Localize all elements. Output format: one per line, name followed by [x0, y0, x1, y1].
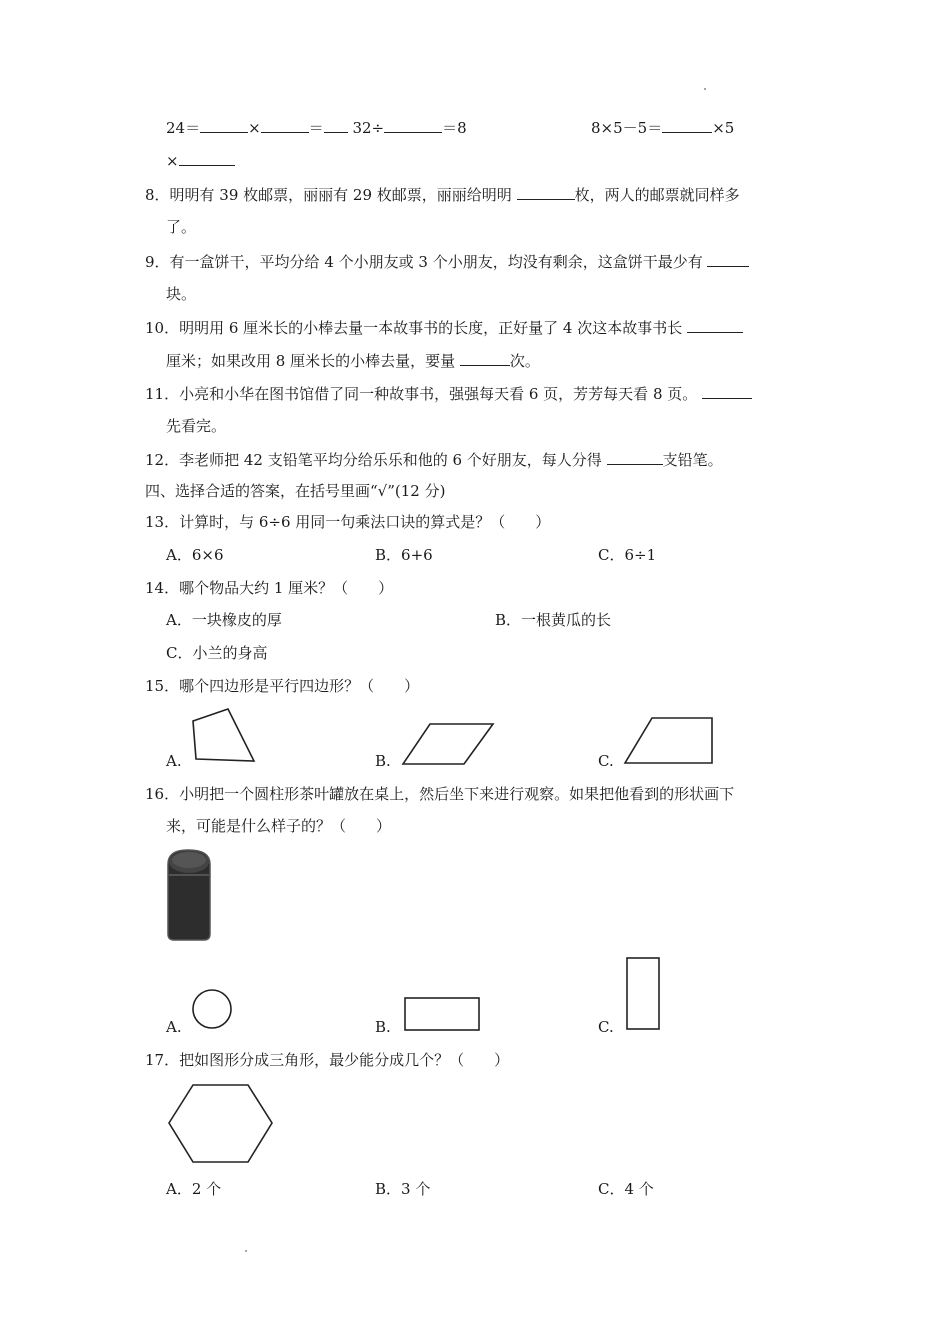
q16-figure-a-circle [190, 988, 236, 1032]
q9-text: 9．有一盒饼干，平均分给 4 个小朋友或 3 个小朋友，均没有剩余，这盒饼干最少有 [145, 253, 708, 271]
q13-option-c[interactable]: C．6÷1 [598, 546, 657, 564]
q7-eq1-times: × [248, 119, 261, 137]
q7-eq1-text-c: ＝8 [442, 119, 467, 137]
q11-line2: 先看完。 [166, 417, 227, 435]
q13-stem: 13．计算时，与 6÷6 用同一句乘法口诀的算式是？（ ） [145, 513, 551, 531]
answer-blank[interactable] [261, 116, 309, 133]
q10-text-b: 次。 [509, 352, 540, 370]
q17-option-a[interactable]: A．2 个 [166, 1180, 222, 1198]
q7-equation-3 [166, 149, 235, 172]
q15-figure-a-quadrilateral [190, 705, 260, 765]
answer-blank[interactable] [200, 116, 248, 133]
q9-line1 [145, 250, 749, 273]
q16-figure-b-rectangle [402, 996, 482, 1034]
q15-figure-c-trapezoid [622, 715, 718, 767]
q7-equation-1 [166, 116, 467, 139]
q15-option-b[interactable]: B. [375, 752, 391, 770]
q16-option-a[interactable]: A. [166, 1018, 182, 1036]
q8-line2: 了。 [166, 218, 197, 236]
q7-eq2-text-b: ×5 [712, 119, 735, 137]
tea-canister-photo [164, 848, 216, 944]
q13-option-a[interactable]: A．6×6 [166, 546, 224, 564]
answer-blank[interactable] [460, 349, 510, 366]
q10-line1 [145, 316, 743, 339]
q16-option-c[interactable]: C. [598, 1018, 614, 1036]
q7-eq2-text-a: 8×5－5＝ [591, 119, 663, 137]
q13-option-b[interactable]: B．6+6 [375, 546, 433, 564]
answer-blank[interactable] [384, 116, 442, 133]
q11-line1 [145, 382, 752, 405]
q16-line1: 16．小明把一个圆柱形茶叶罐放在桌上，然后坐下来进行观察。如果把他看到的形状画下 [145, 785, 735, 803]
q17-option-c[interactable]: C．4 个 [598, 1180, 654, 1198]
answer-blank[interactable] [607, 448, 663, 465]
q12-line1 [145, 448, 723, 471]
q15-option-c[interactable]: C. [598, 752, 614, 770]
q10-text-a: 厘米；如果改用 8 厘米长的小棒去量，要量 [166, 352, 460, 370]
answer-blank[interactable] [702, 382, 752, 399]
q17-stem: 17．把如图形分成三角形，最少能分成几个？（ ） [145, 1051, 510, 1069]
q10-line2 [166, 349, 540, 372]
q7-eq1-text-a: 24＝ [166, 119, 201, 137]
q14-option-a[interactable]: A．一块橡皮的厚 [166, 611, 282, 629]
q8-text-a: 8．明明有 39 枚邮票，丽丽有 29 枚邮票，丽丽给明明 [145, 186, 517, 204]
answer-blank[interactable] [179, 149, 235, 166]
q17-option-b[interactable]: B．3 个 [375, 1180, 431, 1198]
q14-stem: 14．哪个物品大约 1 厘米？（ ） [145, 579, 394, 597]
section-4-title: 四、选择合适的答案，在括号里画“√”(12 分) [145, 482, 446, 500]
q10-text: 10．明明用 6 厘米长的小棒去量一本故事书的长度，正好量了 4 次这本故事书长 [145, 319, 688, 337]
q15-stem: 15．哪个四边形是平行四边形？（ ） [145, 677, 420, 695]
answer-blank[interactable] [687, 316, 743, 333]
answer-blank[interactable] [324, 116, 348, 133]
q11-text: 11．小亮和小华在图书馆借了同一种故事书，强强每天看 6 页，芳芳每天看 8 页。 [145, 385, 703, 403]
q16-option-b[interactable]: B. [375, 1018, 391, 1036]
q15-figure-b-parallelogram [400, 720, 500, 768]
q9-line2: 块。 [166, 285, 197, 303]
q8-line1 [145, 183, 740, 206]
q8-text-b: 枚，两人的邮票就同样多 [574, 186, 740, 204]
q15-option-a[interactable]: A. [166, 752, 182, 770]
scan-speck [704, 88, 706, 90]
q14-option-b[interactable]: B．一根黄瓜的长 [495, 611, 612, 629]
q7-equation-2 [591, 116, 734, 139]
answer-blank[interactable] [707, 250, 749, 267]
q12-text-b: 支铅笔。 [662, 451, 723, 469]
scan-speck [245, 1250, 247, 1252]
q7-eq1-text-b: 32÷ [352, 119, 385, 137]
q7-eq3-text: × [166, 152, 179, 170]
q12-text-a: 12．李老师把 42 支铅笔平均分给乐乐和他的 6 个好朋友，每人分得 [145, 451, 607, 469]
answer-blank[interactable] [662, 116, 712, 133]
q16-figure-c-tall-rectangle [624, 956, 662, 1032]
q16-line2: 来，可能是什么样子的？（ ） [166, 817, 392, 835]
answer-blank[interactable] [517, 183, 575, 200]
q14-option-c[interactable]: C．小兰的身高 [166, 644, 268, 662]
q7-eq1-eq: ＝ [308, 119, 324, 137]
q17-figure-hexagon [166, 1082, 276, 1166]
